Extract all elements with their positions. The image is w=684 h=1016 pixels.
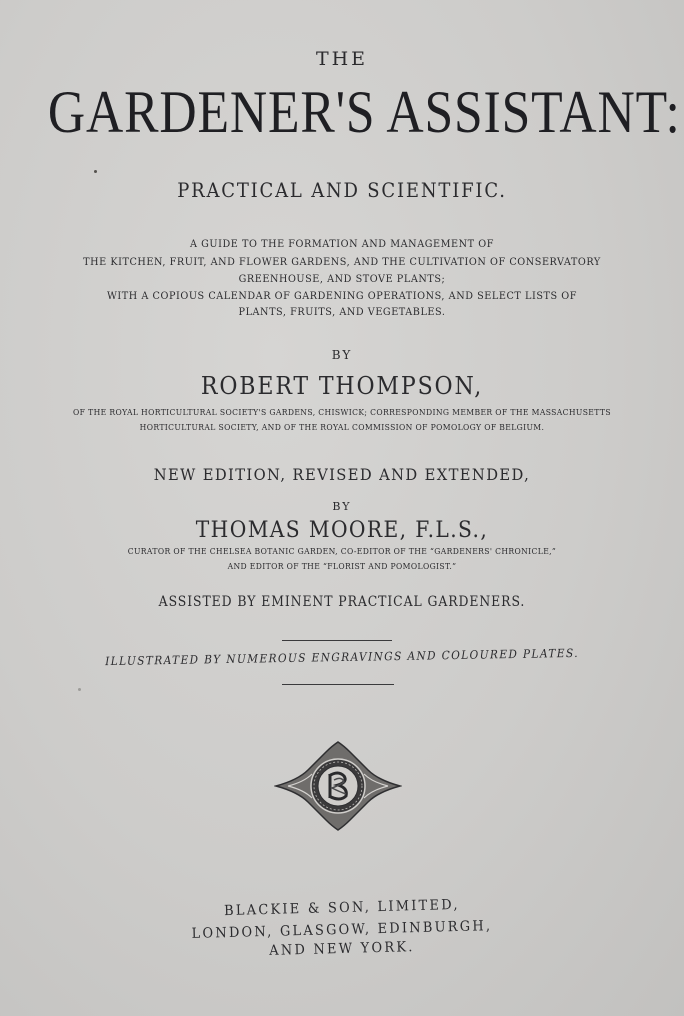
description-line: GREENHOUSE, AND STOVE PLANTS; — [238, 273, 446, 285]
publisher-line: LONDON, GLASGOW, EDINBURGH, — [191, 918, 493, 942]
divider-rule — [282, 640, 392, 641]
illustrated-note: ILLUSTRATED BY NUMEROUS ENGRAVINGS AND COLOURED PLATES. — [105, 645, 579, 669]
reviser-credentials-line: AND EDITOR OF THE “FLORIST AND POMOLOGIST.” — [227, 562, 457, 572]
title-the: THE — [315, 48, 369, 70]
description-line: WITH A COPIOUS CALENDAR OF GARDENING OPERATIONS, AND SELECT LISTS OF — [106, 290, 578, 302]
paper-speck — [94, 170, 97, 173]
author-name: ROBERT THOMPSON, — [200, 372, 484, 400]
reviser-credentials-line: CURATOR OF THE CHELSEA BOTANIC GARDEN, CO-EDITOR OF THE “GARDENERS' CHRONICLE,” — [127, 547, 557, 557]
description-line: PLANTS, FRUITS, AND VEGETABLES. — [238, 306, 446, 318]
author-credentials-line: HORTICULTURAL SOCIETY, AND OF THE ROYAL COMMISSION OF POMOLOGY OF BELGIUM. — [139, 423, 545, 433]
description-line: A GUIDE TO THE FORMATION AND MANAGEMENT OF — [190, 238, 494, 250]
publisher-line: AND NEW YORK. — [269, 939, 415, 959]
publisher-monogram-icon — [274, 740, 402, 832]
reviser-name: THOMAS MOORE, F.L.S., — [195, 518, 489, 543]
book-title: GARDENER'S ASSISTANT: — [47, 79, 681, 145]
by-label: BY — [332, 500, 352, 513]
publisher-line: BLACKIE & SON, LIMITED, — [223, 896, 461, 920]
by-label: BY — [331, 348, 353, 362]
assisted-by-line: ASSISTED BY EMINENT PRACTICAL GARDENERS. — [158, 594, 526, 610]
book-subtitle: PRACTICAL AND SCIENTIFIC. — [177, 178, 507, 202]
paper-speck — [78, 688, 81, 691]
edition-statement: NEW EDITION, REVISED AND EXTENDED, — [153, 465, 531, 484]
description-line: THE KITCHEN, FRUIT, AND FLOWER GARDENS, AND THE CULTIVATION OF CONSERVATORY — [83, 256, 601, 268]
divider-rule — [282, 684, 394, 685]
author-credentials-line: OF THE ROYAL HORTICULTURAL SOCIETY'S GARDENS, CHISWICK; CORRESPONDING MEMBER OF THE MASSACHUSETTS — [73, 408, 611, 418]
